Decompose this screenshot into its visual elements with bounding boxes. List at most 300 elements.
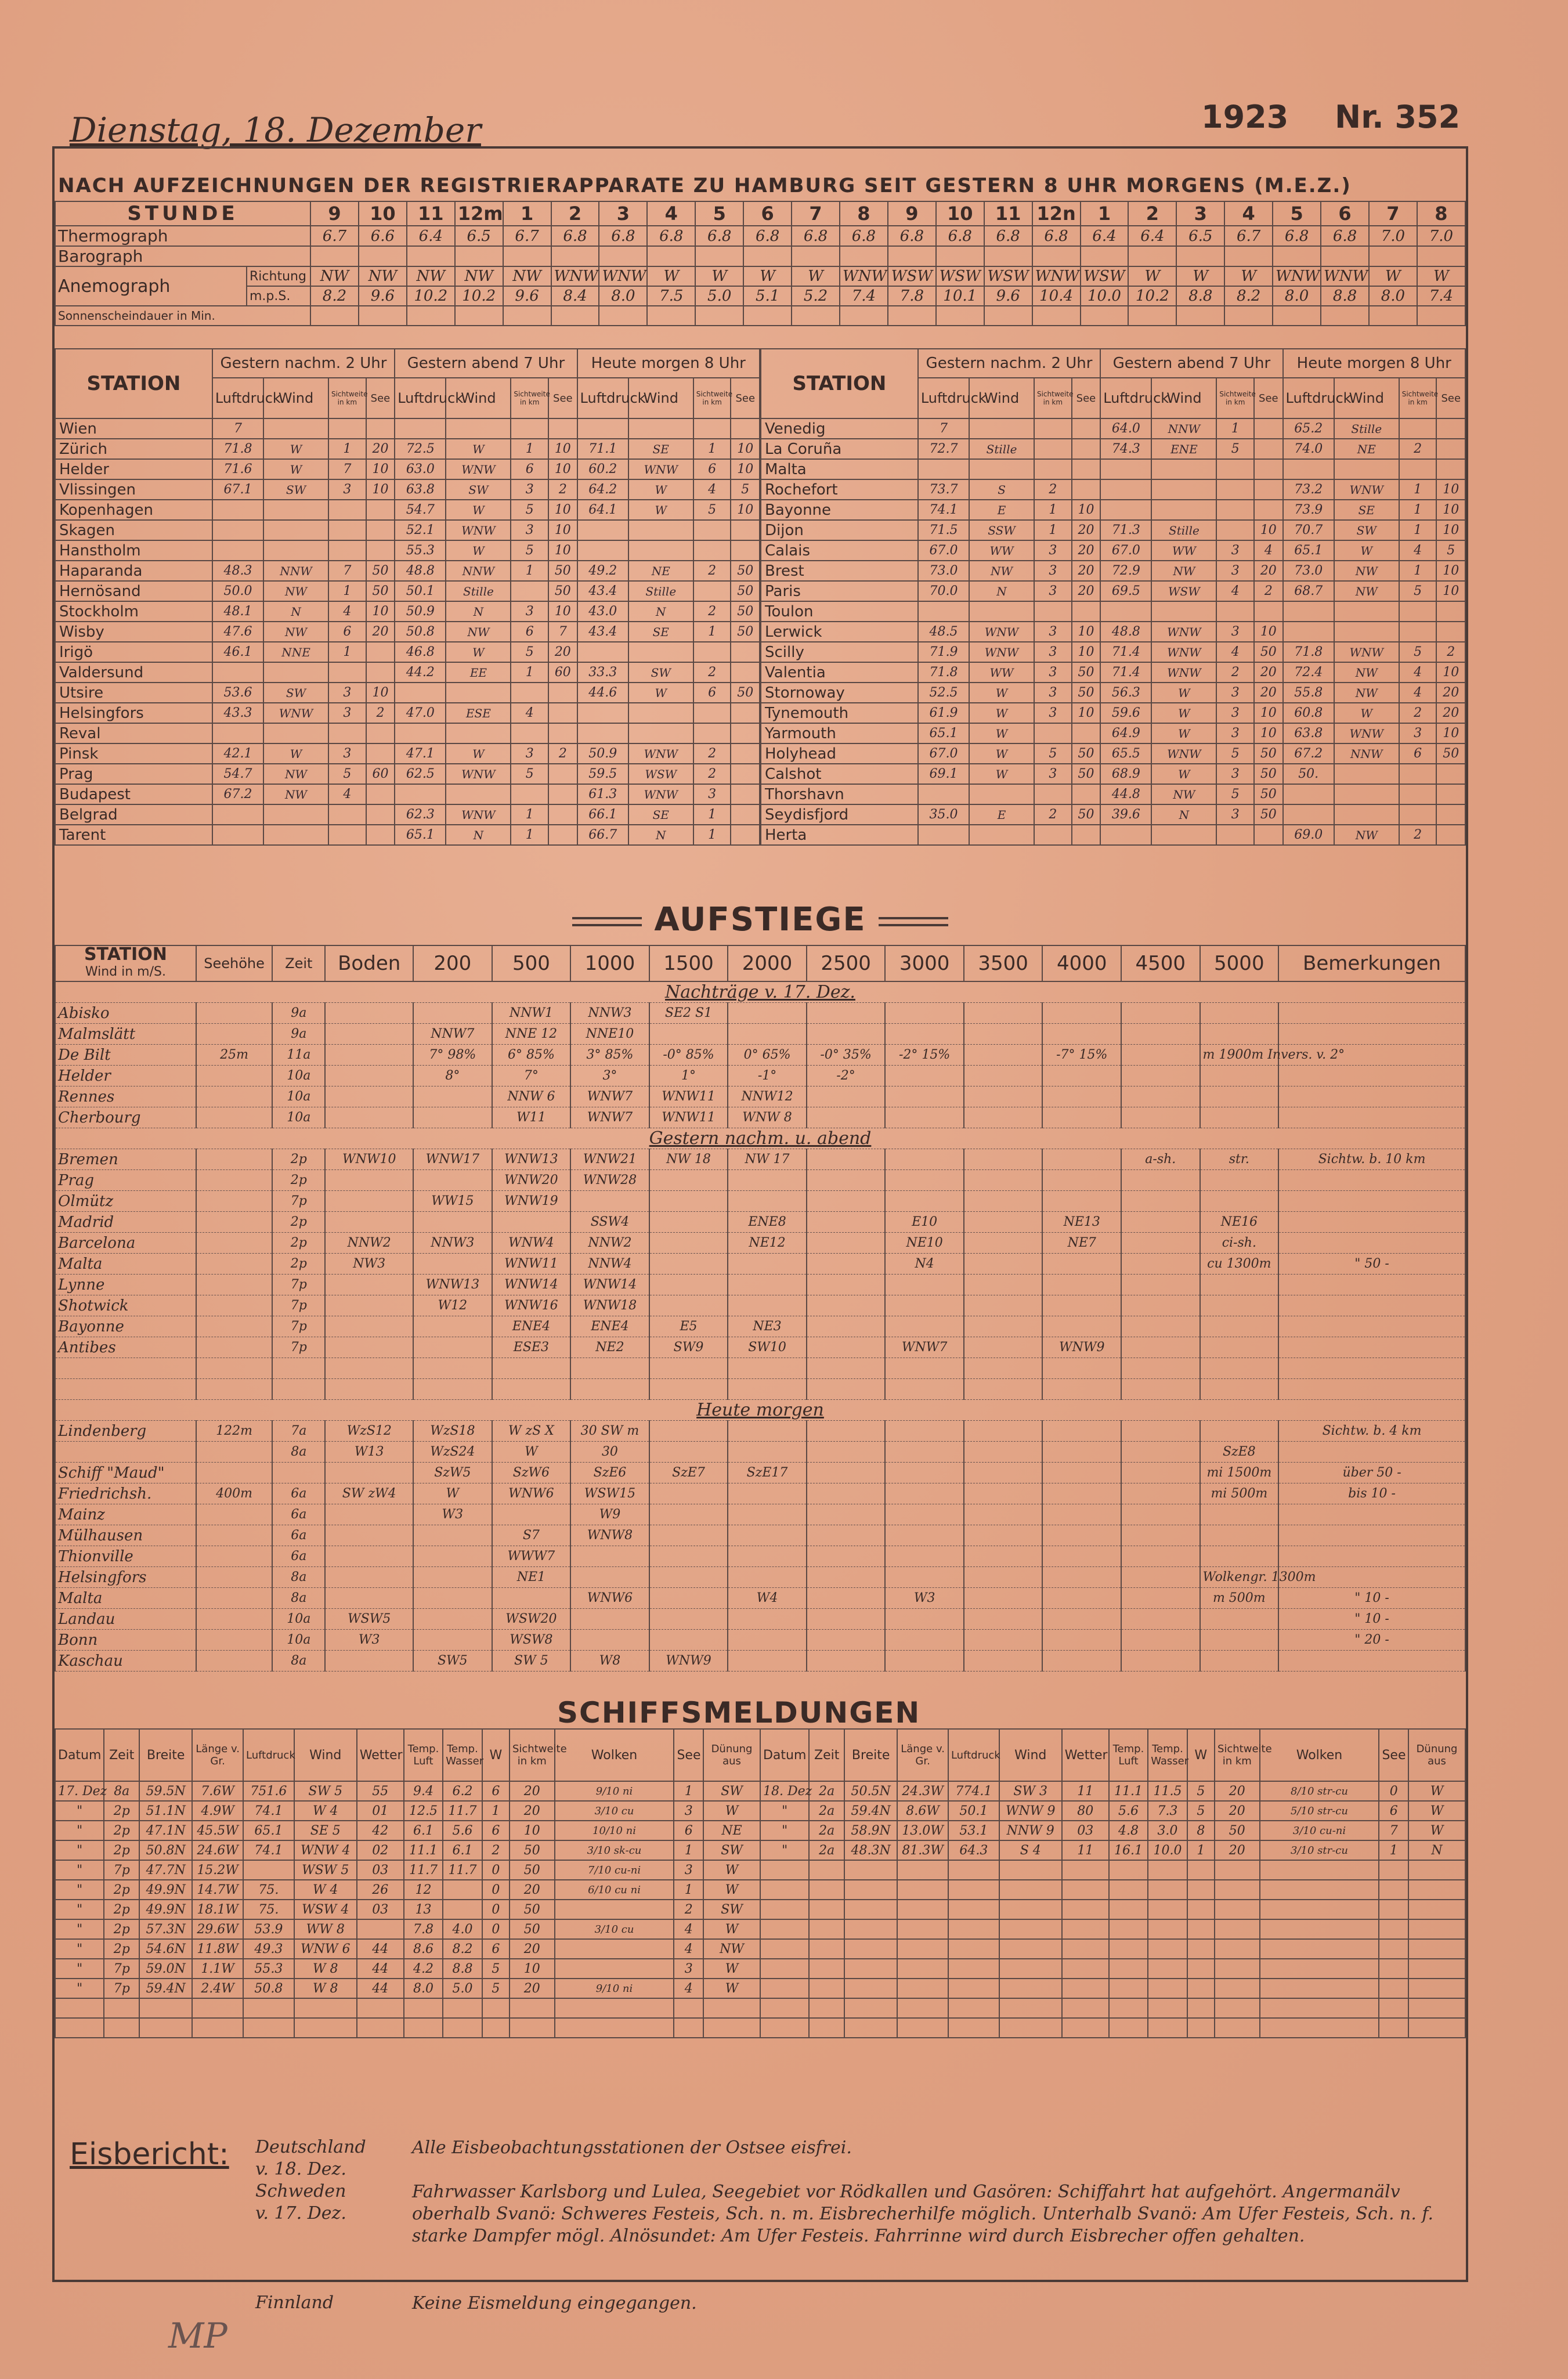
reading-cell: W [695, 266, 743, 286]
hour-cell: 2 [551, 201, 599, 226]
ascent-value [728, 1254, 807, 1275]
sub-header: Wind [628, 378, 693, 418]
ship-value [1187, 1939, 1215, 1959]
station-value [1034, 784, 1072, 804]
reading-cell: 6.8 [599, 226, 647, 246]
reading-cell: WSW [984, 266, 1032, 286]
ascent-station: Bayonne [55, 1316, 196, 1337]
ship-header: See [1379, 1729, 1408, 1781]
ascent-value: " 50 - [1278, 1254, 1465, 1275]
ascent-value [1200, 1066, 1279, 1086]
ship-value: 3/10 cu [555, 1919, 674, 1939]
ship-value [1109, 1860, 1148, 1880]
station-row [761, 622, 1465, 642]
ascent-value [1121, 1588, 1200, 1609]
ascent-value [807, 1212, 886, 1233]
station-value: 3 [1216, 540, 1254, 561]
ascent-value: W4 [728, 1588, 807, 1609]
blank-cell [272, 1358, 325, 1379]
ship-value: 80 [1062, 1801, 1109, 1821]
ascent-value [807, 1609, 886, 1630]
ship-value: S 4 [999, 1840, 1062, 1860]
ascent-value [325, 1024, 413, 1045]
station-value [1283, 601, 1334, 622]
reading-cell: 10.2 [1128, 286, 1176, 306]
sub-header: Wind [1334, 378, 1399, 418]
ascent-value [807, 1107, 886, 1128]
blank-cell [728, 1379, 807, 1400]
station-row [761, 540, 1465, 561]
ascent-value [807, 1316, 886, 1337]
ascent-value: W13 [325, 1442, 413, 1463]
station-value: WNW [1151, 642, 1216, 662]
station-name: Calshot [761, 764, 918, 784]
ascent-value [728, 1421, 807, 1442]
hour-cell: 10 [359, 201, 407, 226]
reading-cell: WSW [936, 266, 984, 286]
hour-cell: 5 [695, 201, 743, 226]
ascent-value: 7p [272, 1337, 325, 1358]
ship-value [1062, 1998, 1109, 2018]
ascent-value [570, 1630, 649, 1651]
ascent-value [807, 1191, 886, 1212]
ascent-value [196, 1609, 273, 1630]
ascent-station: Madrid [55, 1212, 196, 1233]
ice-text: Fahrwasser Karlsborg und Lulea, Seegebiet vor Rödkallen und Gasören: Schiffahrt hat aufgehört. Angermanälv oberhalb Svanö: Schweres Festeis, Sch. n. m. Eisbrecherhilfe möglich. Unterhalb Svanö: Am Ufer Festeis, Sch. n. f. starke Dampfer mögl. Alnösundet: Am Ufer Festeis. Fahrrinne wird durch Eisbrecher offen gehalten. [412, 2182, 1433, 2246]
ship-value: SW 3 [999, 1781, 1062, 1801]
row-label: Richtung [247, 266, 310, 286]
ascent-value: WNW8 [570, 1525, 649, 1546]
station-value [1399, 784, 1437, 804]
blank-cell [492, 1358, 571, 1379]
ship-value: 18. Dez [760, 1781, 809, 1801]
ascent-value [1278, 1024, 1465, 1045]
ship-value [948, 1998, 999, 2018]
reading-cell: W [1224, 266, 1273, 286]
ascent-value [1121, 1275, 1200, 1295]
station-value: 3 [1034, 642, 1072, 662]
ship-value: 13.0W [897, 1821, 948, 1840]
station-row [761, 804, 1465, 825]
ascent-value [807, 1275, 886, 1295]
hour-cell: 8 [1417, 201, 1465, 226]
sub-header: See [548, 378, 577, 418]
station-value: 2 [1399, 825, 1437, 845]
station-value [366, 662, 395, 683]
station-value: 62.5 [395, 764, 446, 784]
station-value: 10 [731, 439, 760, 459]
station-value: 5 [693, 500, 731, 520]
ship-value [555, 1998, 674, 2018]
ship-value [1187, 1919, 1215, 1939]
station-value [1034, 825, 1072, 845]
station-name: Brest [761, 561, 918, 581]
station-value [1254, 601, 1282, 622]
ship-value [482, 1998, 510, 2018]
station-value [366, 520, 395, 540]
blank-row [55, 1358, 1465, 1379]
ship-value: 5 [1187, 1801, 1215, 1821]
ship-value: 59.4N [139, 1979, 192, 1998]
ship-value [999, 1998, 1062, 2018]
station-value [1034, 723, 1072, 743]
ship-value: 4 [674, 1939, 703, 1959]
ascent-value [1042, 1003, 1121, 1024]
station-value [511, 418, 548, 439]
station-value [577, 642, 628, 662]
ship-value: 55.3 [243, 1959, 294, 1979]
station-value: 10 [1436, 561, 1465, 581]
ascent-value: str. [1200, 1149, 1279, 1170]
station-value [395, 683, 446, 703]
station-value: 7 [918, 418, 969, 439]
ascent-value [885, 1651, 964, 1672]
ship-value: 1 [674, 1840, 703, 1860]
ship-value [760, 1998, 809, 2018]
ship-value: 8.8 [443, 1959, 482, 1979]
ascent-value: 10a [272, 1609, 325, 1630]
station-value [969, 459, 1034, 479]
ship-value [1260, 1919, 1379, 1939]
ship-value: 2a [809, 1821, 844, 1840]
station-value: 6 [693, 683, 731, 703]
ascent-value [1278, 1651, 1465, 1672]
ascent-value [1200, 1504, 1279, 1525]
ascent-value [1042, 1651, 1121, 1672]
station-value: NW [1334, 581, 1399, 601]
station-value [1151, 479, 1216, 500]
ascent-value: 9a [272, 1024, 325, 1045]
ship-value: 9/10 ni [555, 1979, 674, 1998]
ascent-value: -1° [728, 1066, 807, 1086]
ascent-value: NE7 [1042, 1233, 1121, 1254]
station-value: 4 [1399, 662, 1437, 683]
ascent-row [55, 1504, 1465, 1525]
station-value [1100, 825, 1151, 845]
station-value: 33.3 [577, 662, 628, 683]
ship-value [1187, 1979, 1215, 1998]
ship-value [443, 2018, 482, 2038]
hour-cell: 12m [455, 201, 503, 226]
ascent-value [807, 1337, 886, 1358]
ship-value [809, 1979, 844, 1998]
station-value: 3 [328, 743, 366, 764]
ship-value [760, 1860, 809, 1880]
ascent-value [1278, 1316, 1465, 1337]
station-value: 20 [1254, 561, 1282, 581]
station-value: WNW [446, 520, 511, 540]
ship-value [760, 1939, 809, 1959]
station-value [731, 642, 760, 662]
station-name: Tarent [55, 825, 212, 845]
hour-cell: 10 [936, 201, 984, 226]
station-value: 3 [328, 683, 366, 703]
station-value: 1 [511, 561, 548, 581]
blank-cell [1121, 1379, 1200, 1400]
ship-value [999, 2018, 1062, 2038]
station-value: WW [969, 662, 1034, 683]
ship-value: 8.6 [404, 1939, 443, 1959]
ship-value: 8.6W [897, 1801, 948, 1821]
station-value: 44.8 [1100, 784, 1151, 804]
station-value: 3 [1216, 622, 1254, 642]
station-value: 50 [1254, 784, 1282, 804]
ascent-value [885, 1546, 964, 1567]
station-value: 5 [511, 764, 548, 784]
station-value: 50 [1254, 743, 1282, 764]
ascent-value [728, 1170, 807, 1191]
reading-cell: WSW [888, 266, 936, 286]
blank-cell [570, 1358, 649, 1379]
ascent-value [1200, 1170, 1279, 1191]
station-value: 59.5 [577, 764, 628, 784]
ascent-value: SzW6 [492, 1463, 571, 1483]
ship-value [760, 1979, 809, 1998]
station-value [577, 418, 628, 439]
ascent-value: bis 10 - [1278, 1483, 1465, 1504]
station-value: 48.5 [918, 622, 969, 642]
station-value [548, 764, 577, 784]
reading-cell: WNW [599, 266, 647, 286]
ascent-value [1042, 1316, 1121, 1337]
station-value [511, 784, 548, 804]
ship-value: 0 [482, 1880, 510, 1900]
station-value [1072, 601, 1100, 622]
ascent-value: WNW11 [649, 1086, 728, 1107]
station-value: NW [1334, 683, 1399, 703]
station-row [761, 561, 1465, 581]
ascent-value: 9a [272, 1003, 325, 1024]
station-row [55, 540, 760, 561]
station-value [446, 683, 511, 703]
ship-value: 55 [357, 1781, 404, 1801]
ascent-value [325, 1525, 413, 1546]
ascent-value [885, 1421, 964, 1442]
station-value: NW [263, 784, 328, 804]
ascent-value [413, 1003, 492, 1024]
station-row [55, 479, 760, 500]
ship-value: 02 [357, 1840, 404, 1860]
reading-cell [407, 246, 455, 266]
reading-cell [792, 246, 840, 266]
ship-value [104, 1998, 139, 2018]
station-value [731, 662, 760, 683]
ascent-value [807, 1630, 886, 1651]
ascent-value: WzS18 [413, 1421, 492, 1442]
altitude-header: Boden [325, 945, 413, 981]
ship-row [55, 1900, 1465, 1919]
ascent-value [964, 1275, 1043, 1295]
ascent-value [807, 1546, 886, 1567]
anemograph-label: Anemograph [55, 266, 247, 306]
station-row [761, 500, 1465, 520]
ship-value [809, 1900, 844, 1919]
reading-cell: W [743, 266, 792, 286]
station-value: ENE [1151, 439, 1216, 459]
ship-value [243, 1998, 294, 2018]
wind-unit-label: Wind in m/S. [85, 965, 166, 979]
ship-value [1260, 1959, 1379, 1979]
ship-value [1187, 1900, 1215, 1919]
station-value: W [1151, 764, 1216, 784]
station-value: 71.8 [1283, 642, 1334, 662]
ascent-value [649, 1630, 728, 1651]
ascent-value: NNW1 [492, 1003, 571, 1024]
station-value [693, 642, 731, 662]
ascent-value: SE2 S1 [649, 1003, 728, 1024]
ice-region: Schweden [255, 2181, 346, 2201]
ascent-value [649, 1567, 728, 1588]
station-value: NE [1334, 439, 1399, 459]
station-value: 65.1 [395, 825, 446, 845]
ship-value: 2p [104, 1801, 139, 1821]
ascent-value [1278, 1295, 1465, 1316]
ascent-value [964, 1463, 1043, 1483]
ascent-station: Helsingfors [55, 1567, 196, 1588]
ship-value [760, 1900, 809, 1919]
ascent-value [413, 1337, 492, 1358]
ascent-value [325, 1066, 413, 1086]
ship-value [1379, 1860, 1408, 1880]
ship-value: 12 [404, 1880, 443, 1900]
ship-value: 5.0 [443, 1979, 482, 1998]
station-value [1283, 622, 1334, 642]
station-value: 3 [1034, 540, 1072, 561]
station-value: Stille [969, 439, 1034, 459]
station-row [55, 581, 760, 601]
station-value: 43.4 [577, 622, 628, 642]
station-value: 5 [1034, 743, 1072, 764]
section-note: Gestern nachm. u. abend [55, 1128, 1465, 1149]
ascent-value [1121, 1609, 1200, 1630]
ascent-value [1121, 1024, 1200, 1045]
ascent-value: m 1900m Invers. v. 2° [1200, 1045, 1279, 1066]
station-value: 44.6 [577, 683, 628, 703]
ascent-value [1042, 1525, 1121, 1546]
station-value [1216, 825, 1254, 845]
reading-cell: WNW [551, 266, 599, 286]
station-value: S [969, 479, 1034, 500]
ship-value [703, 2018, 760, 2038]
ascent-value [196, 1588, 273, 1609]
station-name: Scilly [761, 642, 918, 662]
station-value [1399, 459, 1437, 479]
ship-value [760, 1959, 809, 1979]
ascent-value [196, 1295, 273, 1316]
station-row [55, 459, 760, 479]
ascent-value [964, 1442, 1043, 1463]
station-value [1334, 459, 1399, 479]
station-wind-header [55, 945, 196, 981]
station-value: 74.1 [918, 500, 969, 520]
sub-header: Luftdruck [1100, 378, 1151, 418]
ascent-row [55, 1421, 1465, 1442]
station-value: 10 [548, 500, 577, 520]
station-value: 5 [1436, 540, 1465, 561]
ascent-station: Rennes [55, 1086, 196, 1107]
sub-header: Sichtweite in km [1399, 378, 1437, 418]
reading-cell: WNW [1032, 266, 1081, 286]
ship-value: 4.2 [404, 1959, 443, 1979]
ascent-value [413, 1316, 492, 1337]
ship-value: W 8 [294, 1959, 357, 1979]
ascent-value [1042, 1421, 1121, 1442]
station-row [55, 743, 760, 764]
ascent-value [325, 1316, 413, 1337]
ascent-value [1278, 1107, 1465, 1128]
ship-value [1408, 1900, 1465, 1919]
station-value: 3 [1034, 561, 1072, 581]
ascent-station: Malta [55, 1588, 196, 1609]
ascent-value [1042, 1609, 1121, 1630]
ascent-row [55, 1233, 1465, 1254]
ship-value [1148, 1959, 1187, 1979]
station-value [548, 683, 577, 703]
station-value [446, 784, 511, 804]
reading-cell: NW [359, 266, 407, 286]
station-value [969, 601, 1034, 622]
station-value: 10 [731, 459, 760, 479]
station-value: 39.6 [1100, 804, 1151, 825]
ascent-value [1200, 1191, 1279, 1212]
station-value [918, 825, 969, 845]
ship-row [55, 1880, 1465, 1900]
ship-header: Sichtweite in km [1215, 1729, 1260, 1781]
station-value [395, 723, 446, 743]
reading-cell: 6.4 [1081, 226, 1129, 246]
time-group-header: Heute morgen 8 Uhr [577, 349, 760, 378]
station-value: 50.1 [395, 581, 446, 601]
ascent-value [807, 1504, 886, 1525]
ship-row [55, 1860, 1465, 1880]
ascent-value [325, 1045, 413, 1066]
station-value: 10 [731, 500, 760, 520]
station-value: 2 [366, 703, 395, 723]
ascent-value [649, 1254, 728, 1275]
reading-cell [1417, 246, 1465, 266]
time-group-header: Gestern abend 7 Uhr [1100, 349, 1282, 378]
ascent-station: Malta [55, 1254, 196, 1275]
reading-cell: WSW [1081, 266, 1129, 286]
ascent-value: WNW7 [570, 1086, 649, 1107]
ascent-value [196, 1086, 273, 1107]
ship-value [1109, 2018, 1148, 2038]
ship-value [844, 1860, 897, 1880]
ascent-value: WSW20 [492, 1609, 571, 1630]
reading-cell [743, 246, 792, 266]
ascent-value: über 50 - [1278, 1463, 1465, 1483]
station-value [1072, 479, 1100, 500]
ascent-value: WSW15 [570, 1483, 649, 1504]
ascent-value [1121, 1191, 1200, 1212]
ship-value: 18.1W [192, 1900, 243, 1919]
station-name: Zürich [55, 439, 212, 459]
ship-value [357, 2018, 404, 2038]
station-name: Seydisfjord [761, 804, 918, 825]
station-value: 2 [1436, 642, 1465, 662]
reading-cell [1081, 246, 1129, 266]
ship-value: 774.1 [948, 1781, 999, 1801]
station-value: NNW [446, 561, 511, 581]
station-value [366, 784, 395, 804]
station-value: 68.9 [1100, 764, 1151, 784]
station-value: NW [1151, 784, 1216, 804]
ice-report-title: Eisbericht: [70, 2137, 229, 2172]
ship-value [104, 2018, 139, 2038]
ship-value: 20 [510, 1801, 555, 1821]
station-name: Skagen [55, 520, 212, 540]
ascent-value: WzS24 [413, 1442, 492, 1463]
